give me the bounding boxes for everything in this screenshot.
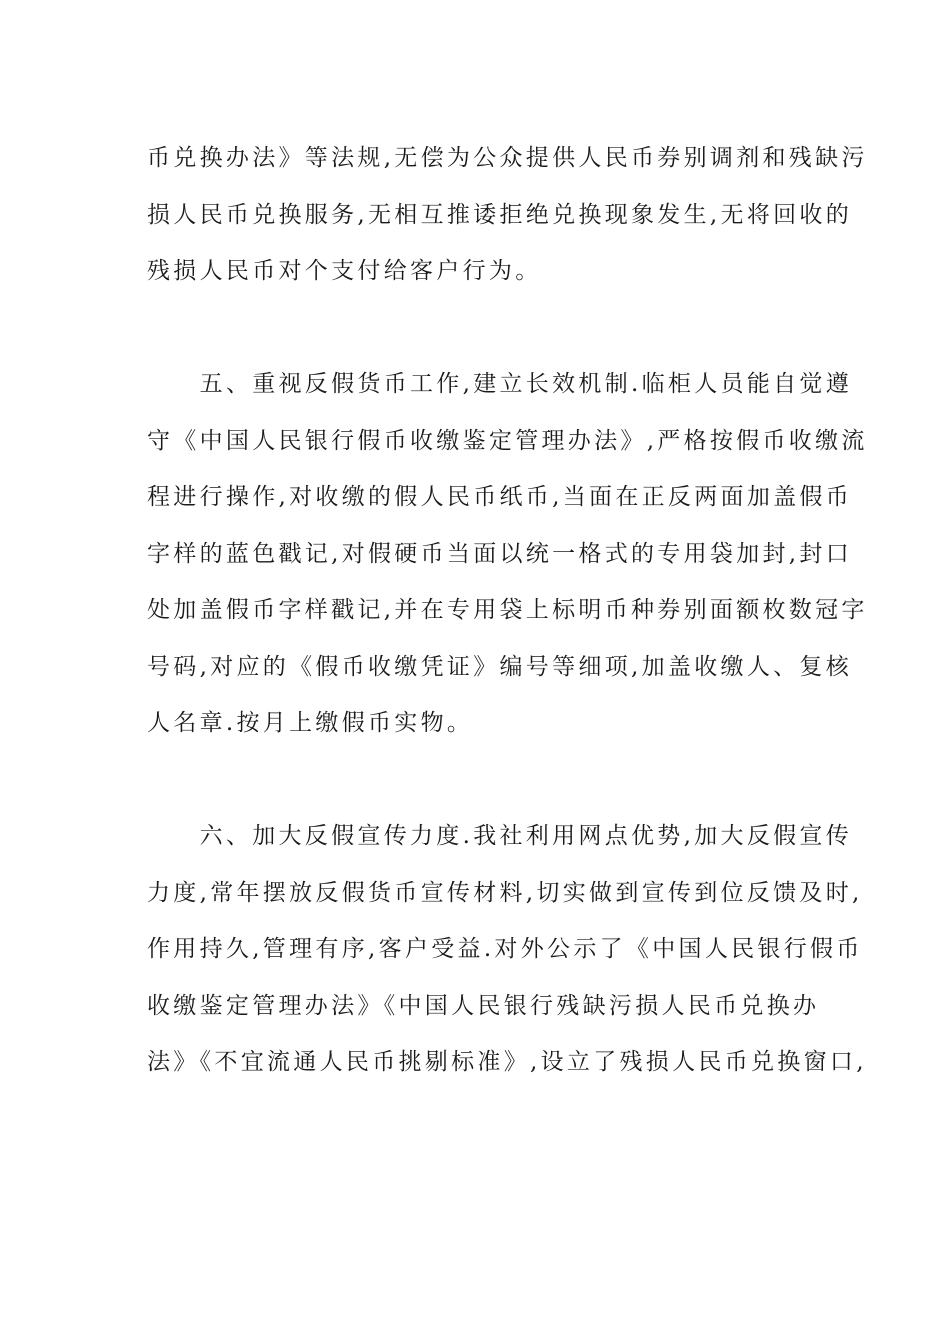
- text-line: 号码,对应的《假币收缴凭证》编号等细项,加盖收缴人、复核: [147, 653, 853, 680]
- blank-line: [147, 300, 807, 357]
- text-line: 作用持久,管理有序,客户受益.对外公示了《中国人民银行假币: [147, 936, 863, 962]
- text-line: 力度,常年摆放反假货币宣传材料,切实做到宣传到位反馈及时,: [147, 879, 863, 906]
- text-line: 收缴鉴定管理办法》《中国人民银行残缺污损人民币兑换办: [147, 992, 820, 1019]
- text-line: 处加盖假币字样戳记,并在专用袋上标明币种券别面额枚数冠字: [147, 597, 868, 623]
- text-line: 守《中国人民银行假币收缴鉴定管理办法》,严格按假币收缴流: [147, 427, 868, 454]
- paragraph-six-heading-line: 六、加大反假宣传力度.我社利用网点优势,加大反假宣传: [147, 823, 853, 849]
- text-line: 人名章.按月上缴假币实物。: [147, 710, 474, 736]
- document-body: [147, 130, 868, 1091]
- text-line: 币兑换办法》等法规,无偿为公众提供人民币券别调剂和残缺污: [147, 145, 868, 171]
- text-line: 程进行操作,对收缴的假人民币纸币,当面在正反两面加盖假币: [147, 484, 853, 510]
- text-line: 字样的蓝色戳记,对假硬币当面以统一格式的专用袋加封,封口: [147, 540, 853, 567]
- text-line: 残损人民币对个支付给客户行为。: [147, 258, 542, 284]
- text-line: 损人民币兑换服务,无相互推诿拒绝兑换现象发生,无将回收的: [147, 201, 853, 228]
- blank-line: [147, 752, 807, 809]
- text-line: 法》《不宜流通人民币挑剔标准》,设立了残损人民币兑换窗口,: [147, 1049, 867, 1075]
- paragraph-five-heading-line: 五、重视反假货币工作,建立长效机制.临柜人员能自觉遵: [147, 371, 853, 397]
